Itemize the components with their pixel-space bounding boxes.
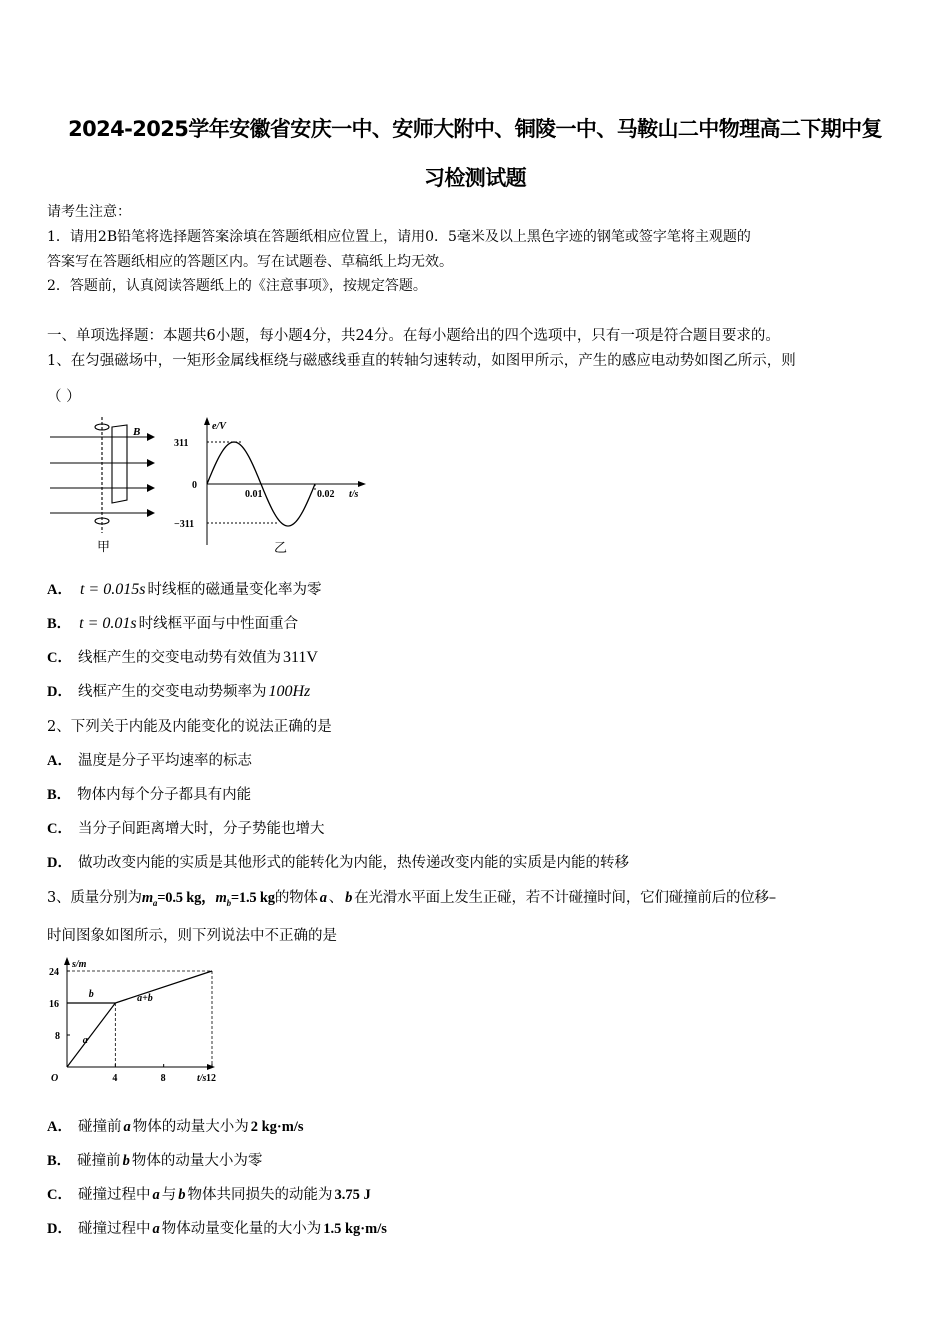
q3-option-a-p1: 碰撞前 — [77, 1119, 122, 1135]
q3-option-a-var: a — [123, 1119, 131, 1135]
q1-option-b-math: t = 0.01s — [79, 615, 137, 632]
q3-option-b[interactable] — [47, 1151, 262, 1171]
q1-stem-line2: （ ） — [47, 389, 81, 405]
q3-option-d-p1: 碰撞过程中 — [77, 1221, 151, 1237]
st-xtick-8: 8 — [160, 1073, 166, 1084]
q1-option-a[interactable] — [47, 580, 321, 600]
q3-stem-p3: 在光滑水平面上发生正碰，若不计碰撞时间，它们碰撞前后的位移– — [354, 890, 776, 906]
st-series-line-a — [67, 1003, 115, 1067]
q1-figure-jia — [47, 415, 167, 560]
q2-option-c-label: C． — [47, 821, 72, 837]
q2-option-d[interactable] — [47, 853, 629, 873]
q3-option-b-label: B． — [47, 1153, 72, 1169]
notice-heading: 请考生注意： — [47, 204, 131, 220]
st-origin: O — [51, 1073, 59, 1084]
st-series-label-a: a — [82, 1035, 88, 1046]
q3-stem-line1 — [47, 888, 776, 913]
q3-ma-sub: a — [152, 897, 158, 908]
q1-option-a-label: A． — [47, 582, 72, 598]
section1-heading: 一、单项选择题：本题共6小题，每小题4分，共24分。在每小题给出的四个选项中，只有一项是符合题目要求的。 — [47, 328, 780, 344]
q1-option-c-label: C． — [47, 650, 72, 666]
q1-option-c[interactable] — [47, 648, 318, 668]
q3-stem-line2: 时间图象如图所示，则下列说法中不正确的是 — [47, 928, 337, 944]
q1-option-d[interactable] — [47, 682, 312, 702]
q3-option-c-p2: 与 — [161, 1187, 177, 1203]
q2-stem: 2、下列关于内能及内能变化的说法正确的是 — [47, 719, 332, 735]
q3-option-c-var2: b — [178, 1187, 186, 1203]
q3-option-a-p2: 物体的动量大小为 — [132, 1119, 249, 1135]
st-xtick-4: 4 — [112, 1073, 118, 1084]
q3-option-d-p2: 物体动量变化量的大小为 — [161, 1221, 322, 1237]
q1-option-d-text: 线框产生的交变电动势频率为 — [77, 684, 267, 700]
q3-option-c-label: C． — [47, 1187, 72, 1203]
st-ytick-24: 24 — [49, 967, 59, 978]
q1-option-c-math: 311V — [282, 649, 318, 666]
q3-option-b-p2: 物体的动量大小为零 — [131, 1153, 263, 1169]
st-series-line-aplusb — [115, 971, 212, 1003]
q2-option-d-text: 做功改变内能的实质是其他形式的能转化为内能，热传递改变内能的实质是内能的转移 — [77, 855, 629, 871]
st-ylabel: s/m — [72, 959, 87, 970]
q2-option-d-label: D． — [47, 855, 72, 871]
q3-option-c[interactable] — [47, 1185, 371, 1205]
yi-xlabel: t/s — [349, 489, 359, 500]
q2-option-a-text: 温度是分子平均速率的标志 — [77, 753, 252, 769]
q3-option-d-var: a — [152, 1221, 160, 1237]
notice-item1-line2: 答案写在答题纸相应的答题区内。写在试题卷、草稿纸上均无效。 — [47, 254, 453, 270]
st-series-label-ab: a+b — [137, 993, 153, 1004]
fig-caption-jia: 甲 — [97, 540, 111, 555]
notice-item2: 2．答题前，认真阅读答题纸上的《注意事项》，按规定答题。 — [47, 278, 427, 294]
q3-option-d[interactable] — [47, 1219, 387, 1239]
q3-stem-p1: 3、质量分别为 — [47, 890, 142, 906]
q1-figure-yi — [172, 415, 372, 560]
q3-displacement-time-chart — [45, 955, 220, 1090]
q2-option-a[interactable] — [47, 751, 252, 771]
yi-ytick-311: 311 — [174, 438, 189, 449]
st-ytick-16: 16 — [49, 999, 59, 1010]
q3-option-a-label: A． — [47, 1119, 72, 1135]
q3-option-c-val: 3.75 J — [334, 1187, 371, 1203]
q3-sep: 、 — [328, 890, 344, 906]
q3-option-d-label: D． — [47, 1221, 72, 1237]
q3-option-c-p3: 物体共同损失的动能为 — [187, 1187, 333, 1203]
q2-option-b-text: 物体内每个分子都具有内能 — [77, 787, 252, 803]
paper-title-line1: 2024-2025学年安徽省安庆一中、安师大附中、铜陵一中、马鞍山二中物理高二下期中复 — [68, 117, 882, 141]
q3-option-c-p1: 碰撞过程中 — [77, 1187, 151, 1203]
q2-option-c[interactable] — [47, 819, 324, 839]
q2-option-a-label: A． — [47, 753, 72, 769]
q3-option-b-var: b — [122, 1153, 130, 1169]
yi-xtick-002: 0.02 — [317, 489, 335, 500]
q1-option-a-math: t = 0.015s — [79, 581, 146, 598]
q2-option-b[interactable] — [47, 785, 251, 805]
q1-option-b-label: B． — [47, 616, 72, 632]
fig-caption-yi: 乙 — [274, 541, 288, 556]
notice-item1-line1: 1．请用2B铅笔将选择题答案涂填在答题纸相应位置上，请用0．5毫米及以上黑色字迹的钢笔或签字笔将主观题的 — [47, 229, 751, 245]
q2-option-b-label: B． — [47, 787, 72, 803]
b-field-label: B — [133, 426, 141, 438]
q1-stem-line1: 1、在匀强磁场中，一矩形金属线框绕与磁感线垂直的转轴匀速转动，如图甲所示，产生的感应电动势如图乙所示，则 — [47, 353, 796, 369]
q3-option-a[interactable] — [47, 1117, 304, 1137]
paper-title-line2: 习检测试题 — [424, 166, 526, 190]
q3-ma-val: =0.5 kg， — [157, 890, 216, 906]
st-ytick-8: 8 — [55, 1031, 60, 1042]
q3-option-c-var: a — [152, 1187, 160, 1203]
st-series-label-b: b — [88, 989, 94, 1000]
q3-stem-p2: 的物体 — [274, 890, 318, 906]
q1-option-c-text: 线框产生的交变电动势有效值为 — [77, 650, 281, 666]
q3-option-d-val: 1.5 kg·m/s — [323, 1221, 387, 1237]
q3-mb-val: =1.5 kg — [230, 890, 275, 906]
yi-ytick-0: 0 — [192, 480, 197, 491]
q2-option-c-text: 当分子间距离增大时，分子势能也增大 — [77, 821, 325, 837]
q3-var-b: b — [345, 890, 353, 906]
q3-ma: m — [141, 890, 153, 906]
st-xtick-12: 12 — [206, 1073, 216, 1084]
q1-option-b-text: 时线框平面与中性面重合 — [138, 616, 299, 632]
q1-option-a-text: 时线框的磁通量变化率为零 — [147, 582, 322, 598]
yi-ylabel: e/V — [212, 421, 226, 432]
q1-option-d-math: 100Hz — [268, 683, 311, 700]
yi-ytick-neg311: −311 — [174, 519, 195, 530]
q3-mb-sub: b — [226, 897, 231, 908]
q1-option-d-label: D． — [47, 684, 72, 700]
st-xlabel: t/s — [197, 1073, 207, 1084]
q3-option-b-p1: 碰撞前 — [77, 1153, 121, 1169]
q3-var-a: a — [319, 890, 327, 906]
yi-xtick-001: 0.01 — [245, 489, 263, 500]
q1-option-b[interactable] — [47, 614, 298, 634]
q3-mb: m — [215, 890, 227, 906]
q3-option-a-val: 2 kg·m/s — [250, 1119, 304, 1135]
